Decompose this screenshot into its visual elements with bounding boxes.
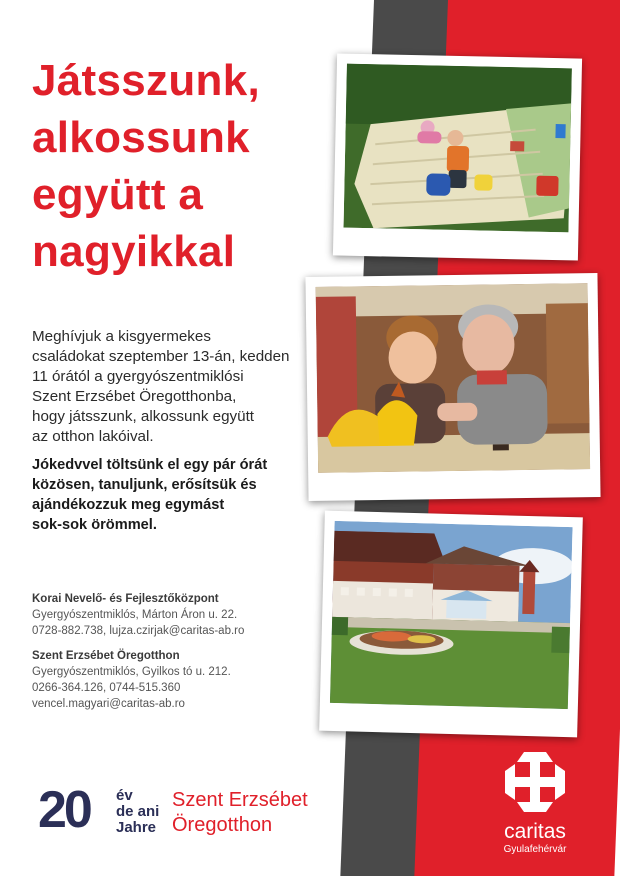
anniversary-line-3: Jahre [116, 819, 157, 836]
caritas-city: Gyulafehérvár [503, 844, 567, 855]
contact-info [32, 591, 332, 712]
bold-line-2: közösen, tanuljunk, erősítsük és [32, 477, 257, 493]
contact2-email: vencel.magyari@caritas-ab.ro [32, 698, 185, 710]
caritas-cross-icon [503, 750, 567, 814]
photo-building-image [330, 521, 573, 709]
photo-children-image [343, 64, 571, 233]
headline-line-1: Játsszunk, [32, 56, 260, 105]
caritas-logo [480, 750, 590, 856]
intro-line-3: 11 órától a gyergyószentmiklósi [32, 368, 244, 385]
contact-block-development-center [32, 591, 332, 639]
org-line-1: Szent Erzsébet [172, 789, 308, 811]
headline-line-3: együtt a [32, 170, 204, 219]
intro-line-4: Szent Erzsébet Öregotthonba, [32, 388, 237, 405]
anniversary-label [116, 788, 159, 836]
contact1-phone-email: 0728-882.738, lujza.czirjak@caritas-ab.ro [32, 625, 245, 637]
contact1-title: Korai Nevelő- és Fejlesztőközpont [32, 593, 219, 605]
anniversary-line-1: év [116, 787, 133, 804]
headline-line-2: alkossunk [32, 113, 250, 162]
organization-name [172, 788, 308, 838]
photo-boy-with-grandmother [305, 273, 600, 501]
photo-crafting-image [316, 283, 591, 473]
highlight-text [32, 455, 332, 535]
intro-line-1: Meghívjuk a kisgyermekes [32, 328, 211, 345]
intro-line-6: az otthon lakóival. [32, 428, 154, 445]
anniversary-logo [38, 781, 178, 839]
contact2-title: Szent Erzsébet Öregotthon [32, 650, 180, 662]
headline [32, 52, 260, 280]
anniversary-number: 20 [38, 781, 90, 839]
intro-line-2: családokat szeptember 13-án, kedden [32, 348, 290, 365]
contact-block-nursing-home [32, 648, 332, 712]
bold-line-4: sok-sok örömmel. [32, 517, 157, 533]
bold-line-3: ajándékozzuk meg egymást [32, 497, 225, 513]
headline-line-4: nagyikkal [32, 227, 236, 276]
anniversary-line-2: de ani [116, 803, 160, 820]
photo-nursing-home-building [319, 511, 583, 738]
org-line-2: Öregotthon [172, 814, 273, 836]
contact2-address: Gyergyószentmiklós, Gyilkos tó u. 212. [32, 666, 231, 678]
intro-line-5: hogy játsszunk, alkossunk együtt [32, 408, 255, 425]
caritas-brand: caritas [504, 820, 566, 843]
bold-line-1: Jókedvvel töltsünk el egy pár órát [32, 457, 268, 473]
photo-children-on-blanket [333, 53, 582, 260]
contact1-address: Gyergyószentmiklós, Márton Áron u. 22. [32, 609, 238, 621]
contact2-phones: 0266-364.126, 0744-515.360 [32, 682, 181, 694]
invitation-text [32, 327, 332, 447]
